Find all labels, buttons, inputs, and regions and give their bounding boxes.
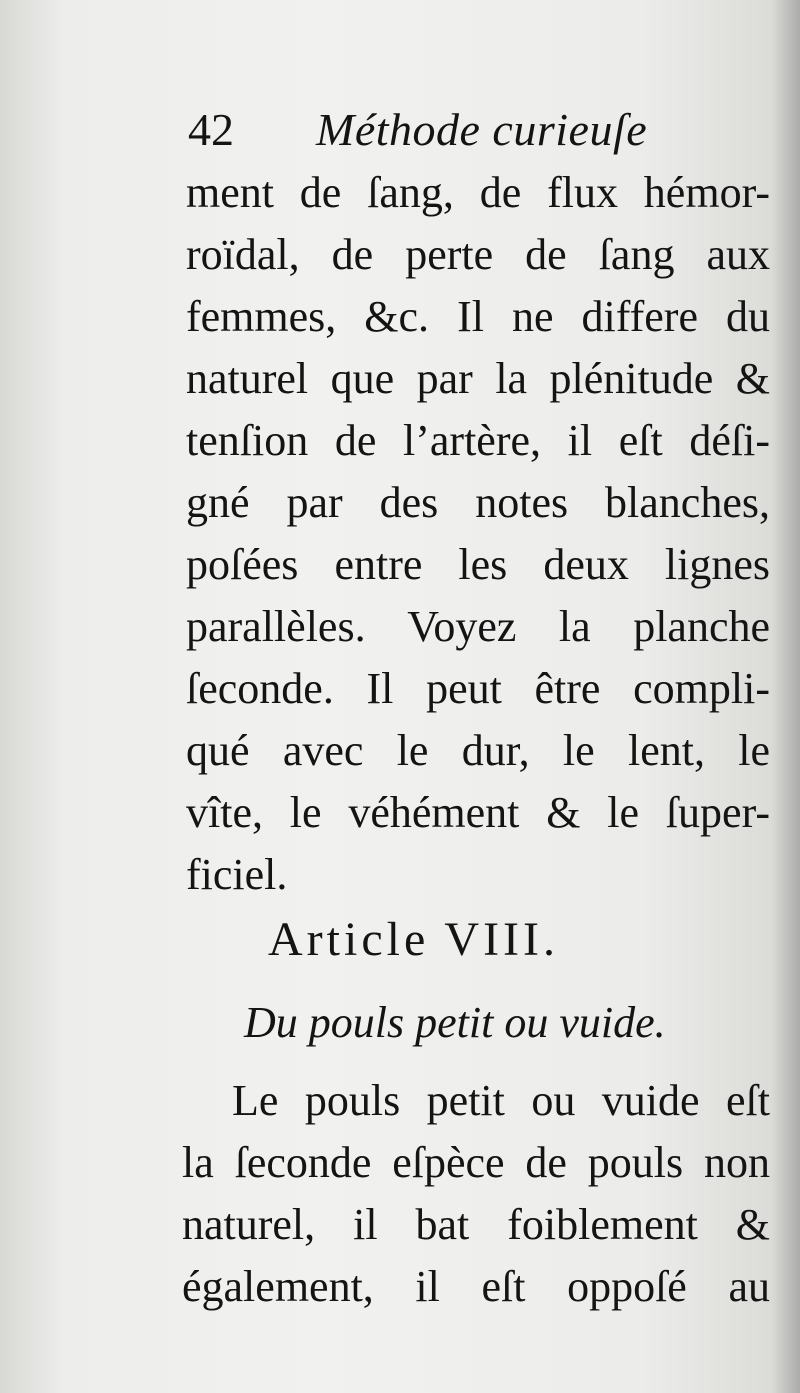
page-gutter-shadow xyxy=(772,0,800,1393)
text-line: gné par des notes blanches, xyxy=(186,478,770,527)
running-title: Méthode curieuſe xyxy=(316,104,648,155)
text-line: ſeconde. Il peut être compli- xyxy=(186,664,770,713)
text-line: parallèles. Voyez la planche xyxy=(186,602,770,651)
text-line: tenſion de l’artère, il eſt déſi- xyxy=(186,416,770,465)
text-line: Le pouls petit ou vuide eſt xyxy=(232,1076,770,1125)
body-text xyxy=(186,162,770,906)
article-subheading: Du pouls petit ou vuide. xyxy=(244,998,666,1047)
page-number: 42 xyxy=(188,104,234,155)
text-line: roïdal, de perte de ſang aux xyxy=(186,230,770,279)
text-line: naturel que par la plénitude & xyxy=(186,354,770,403)
article-text xyxy=(182,1070,770,1318)
text-line: femmes, &c. Il ne differe du xyxy=(186,292,770,341)
text-line: naturel, il bat foiblement & xyxy=(182,1200,770,1249)
running-header xyxy=(188,100,748,160)
text-line: ficiel. xyxy=(186,850,288,899)
text-line: également, il eſt oppoſé au xyxy=(182,1262,770,1311)
text-line: poſées entre les deux lignes xyxy=(186,540,770,589)
text-line: qué avec le dur, le lent, le xyxy=(186,726,770,775)
text-line: la ſeconde eſpèce de pouls non xyxy=(182,1138,770,1187)
text-line: vîte, le véhément & le ſuper- xyxy=(186,788,770,837)
article-heading: Article VIII. xyxy=(268,913,560,966)
text-line: ment de ſang, de flux hémor- xyxy=(186,168,770,217)
